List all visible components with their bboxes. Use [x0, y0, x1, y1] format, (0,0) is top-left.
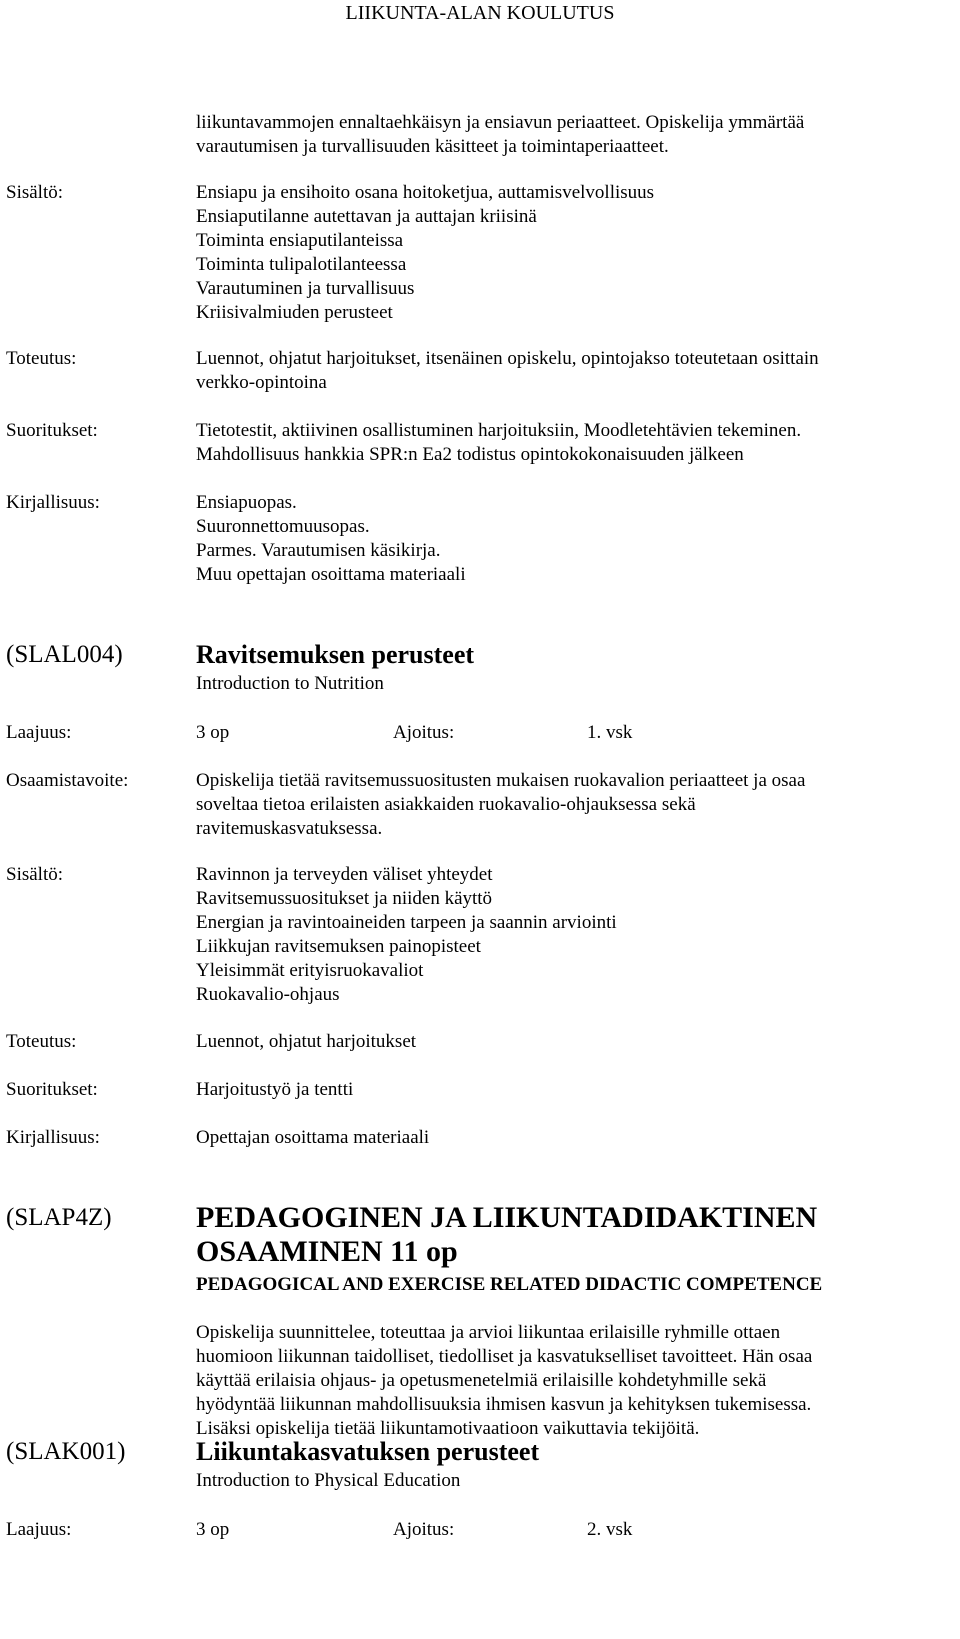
laajuus-label: Laajuus:: [6, 722, 72, 743]
course-subtitle: Introduction to Physical Education: [196, 1470, 461, 1491]
text-line: Lisäksi opiskelija tietää liikuntamotivaatioon vaikuttavia tekijöitä.: [196, 1418, 700, 1439]
module-description: [196, 1321, 812, 1441]
list-item: Toiminta tulipalotilanteessa: [196, 254, 407, 275]
text-line: soveltaa tietoa erilaisten asiakkaiden ruokavalio-ohjauksessa sekä: [196, 794, 696, 815]
osaamistavoite-label: Osaamistavoite:: [6, 770, 129, 791]
course-subtitle: Introduction to Nutrition: [196, 673, 384, 694]
toteutus-text: [196, 347, 819, 395]
kirjallisuus-text: Opettajan osoittama materiaali: [196, 1127, 430, 1148]
text-line: hyödyntää liikunnan mahdollisuuksia ihmisen kasvun ja kehityksen tukemisessa.: [196, 1394, 812, 1415]
ajoitus-label: Ajoitus:: [393, 1519, 455, 1540]
course-title: Ravitsemuksen perusteet: [196, 640, 475, 669]
list-item: Suuronnettomuusopas.: [196, 516, 370, 537]
ajoitus-label: Ajoitus:: [393, 722, 455, 743]
list-item: Ravinnon ja terveyden väliset yhteydet: [196, 864, 493, 885]
course-title: Liikuntakasvatuksen perusteet: [196, 1437, 540, 1466]
sisalto-list: [196, 181, 654, 325]
continuation-text: [196, 111, 804, 159]
kirjallisuus-list: [196, 491, 466, 587]
suoritukset-label: Suoritukset:: [6, 1079, 98, 1100]
text-line: huomioon liikunnan taidolliset, tiedolliset ja kasvatukselliset tavoitteet. Hän osaa: [196, 1346, 813, 1367]
toteutus-text: Luennot, ohjatut harjoitukset: [196, 1031, 417, 1052]
module-title-line2: OSAAMINEN 11 op: [196, 1235, 458, 1268]
laajuus-value: 3 op: [196, 1519, 230, 1540]
list-item: Muu opettajan osoittama materiaali: [196, 564, 466, 585]
ajoitus-value: 1. vsk: [587, 722, 633, 743]
list-item: Parmes. Varautumisen käsikirja.: [196, 540, 441, 561]
list-item: Ensiaputilanne autettavan ja auttajan kriisinä: [196, 206, 537, 227]
sisalto-label: Sisältö:: [6, 864, 64, 885]
toteutus-label: Toteutus:: [6, 348, 77, 369]
module-code: (SLAP4Z): [6, 1204, 112, 1231]
laajuus-label: Laajuus:: [6, 1519, 72, 1540]
osaamistavoite-text: [196, 769, 805, 841]
list-item: Liikkujan ravitsemuksen painopisteet: [196, 936, 481, 957]
ajoitus-value: 2. vsk: [587, 1519, 633, 1540]
text-line: Opiskelija tietää ravitsemussuositusten mukaisen ruokavalion periaatteet ja osaa: [196, 770, 806, 791]
module-title-line1: PEDAGOGINEN JA LIIKUNTADIDAKTINEN: [196, 1201, 818, 1234]
list-item: Varautuminen ja turvallisuus: [196, 278, 415, 299]
text-line: liikuntavammojen ennaltaehkäisyn ja ensiavun periaatteet. Opiskelija ymmärtää: [196, 112, 805, 133]
kirjallisuus-label: Kirjallisuus:: [6, 1127, 100, 1148]
suoritukset-text: Harjoitustyö ja tentti: [196, 1079, 354, 1100]
suoritukset-text: [196, 419, 801, 467]
text-line: Luennot, ohjatut harjoitukset, itsenäinen opiskelu, opintojakso toteutetaan osittain: [196, 348, 819, 369]
kirjallisuus-label: Kirjallisuus:: [6, 492, 100, 513]
list-item: Energian ja ravintoaineiden tarpeen ja saannin arviointi: [196, 912, 617, 933]
module-subtitle: PEDAGOGICAL AND EXERCISE RELATED DIDACTIC COMPETENCE: [196, 1274, 823, 1295]
suoritukset-label: Suoritukset:: [6, 420, 98, 441]
text-line: käyttää erilaisia ohjaus- ja opetusmenetelmiä erilaisille kohdetyhmille sekä: [196, 1370, 767, 1391]
laajuus-value: 3 op: [196, 722, 230, 743]
sisalto-list: [196, 863, 617, 1007]
course-code: (SLAL004): [6, 641, 123, 668]
page-header: LIIKUNTA-ALAN KOULUTUS: [345, 2, 615, 24]
list-item: Yleisimmät erityisruokavaliot: [196, 960, 424, 981]
course-code: (SLAK001): [6, 1438, 126, 1465]
text-line: Tietotestit, aktiivinen osallistuminen harjoituksiin, Moodletehtävien tekeminen.: [196, 420, 802, 441]
toteutus-label: Toteutus:: [6, 1031, 77, 1052]
list-item: Toiminta ensiaputilanteissa: [196, 230, 404, 251]
text-line: varautumisen ja turvallisuuden käsitteet ja toimintaperiaatteet.: [196, 136, 669, 157]
text-line: Opiskelija suunnittelee, toteuttaa ja arvioi liikuntaa erilaisille ryhmille ottaen: [196, 1322, 781, 1343]
text-line: Mahdollisuus hankkia SPR:n Ea2 todistus opintokokonaisuuden jälkeen: [196, 444, 744, 465]
list-item: Ruokavalio-ohjaus: [196, 984, 340, 1005]
sisalto-label: Sisältö:: [6, 182, 64, 203]
list-item: Ravitsemussuositukset ja niiden käyttö: [196, 888, 493, 909]
list-item: Kriisivalmiuden perusteet: [196, 302, 393, 323]
list-item: Ensiapuopas.: [196, 492, 297, 513]
text-line: ravitemuskasvatuksessa.: [196, 818, 383, 839]
list-item: Ensiapu ja ensihoito osana hoitoketjua, auttamisvelvollisuus: [196, 182, 655, 203]
text-line: verkko-opintoina: [196, 372, 327, 393]
